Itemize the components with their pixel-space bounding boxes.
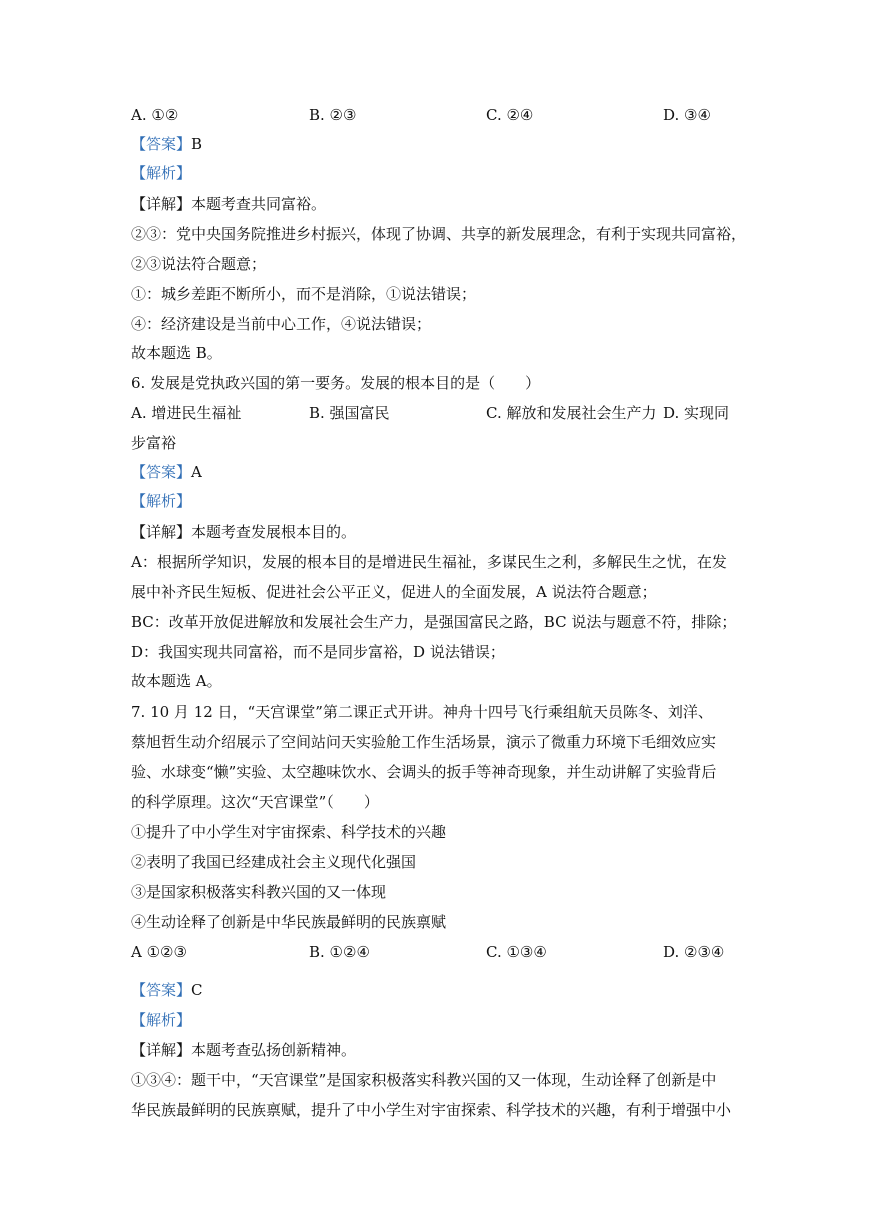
q6-option-a: A. 增进民生福祉 [131, 404, 242, 422]
q6-detail [131, 521, 356, 543]
q5-option-d: D. ③④ [663, 106, 711, 124]
answer-tag: 【答案】 [131, 981, 192, 999]
q5-line: ②③说法符合题意； [131, 255, 267, 273]
q5-line: ①：城乡差距不断所小，而不是消除，①说法错误； [131, 285, 477, 303]
q7-option-c: C. ①③④ [486, 943, 547, 961]
q7-option-d: D. ②③④ [663, 943, 725, 961]
q7-option-a: A ①②③ [131, 943, 187, 961]
q6-line: 故本题选 A。 [131, 672, 222, 690]
q6-stem: 6. 发展是党执政兴国的第一要务。发展的根本目的是（ ） [131, 374, 541, 392]
q6-line: D：我国实现共同富裕，而不是同步富裕，D 说法错误； [131, 643, 505, 661]
q5-option-a: A. ①② [131, 106, 179, 124]
q7-statement: ③是国家积极落实科教兴国的又一体现 [131, 883, 387, 901]
detail-text: 本题考查发展根本目的。 [191, 523, 357, 541]
q7-stem-line: 7. 10 月 12 日，“天宫课堂”第二课正式开讲。神舟十四号飞行乘组航天员陈冬、刘洋、 [131, 703, 713, 721]
detail-tag: 【详解】 [131, 1041, 192, 1059]
q6-analysis-tag: 【解析】 [131, 492, 192, 510]
answer-value: B [191, 135, 203, 153]
answer-tag: 【答案】 [131, 135, 192, 153]
q5-option-c: C. ②④ [486, 106, 534, 124]
detail-text: 本题考查弘扬创新精神。 [191, 1041, 357, 1059]
q7-statement: ①提升了中小学生对宇宙探索、科学技术的兴趣 [131, 823, 447, 841]
q5-line: ④：经济建设是当前中心工作，④说法错误； [131, 315, 432, 333]
q7-option-b: B. ①②④ [309, 943, 370, 961]
q5-line: 故本题选 B。 [131, 344, 222, 362]
answer-value: A [191, 463, 202, 481]
q6-option-b: B. 强国富民 [309, 404, 390, 422]
q5-analysis-tag: 【解析】 [131, 164, 192, 182]
answer-tag: 【答案】 [131, 463, 192, 481]
q7-detail [131, 1039, 356, 1061]
q7-line: 华民族最鲜明的民族禀赋，提升了中小学生对宇宙探索、科学技术的兴趣，有利于增强中小 [131, 1101, 732, 1119]
answer-value: C [191, 981, 203, 999]
q7-analysis-tag: 【解析】 [131, 1011, 192, 1029]
q6-line: 展中补齐民生短板、促进社会公平正义，促进人的全面发展，A 说法符合题意； [131, 583, 657, 601]
q7-statement: ②表明了我国已经建成社会主义现代化强国 [131, 853, 417, 871]
q6-line: BC：改革开放促进解放和发展社会生产力，是强国富民之路，BC 说法与题意不符，排除； [131, 613, 737, 631]
q6-answer [131, 461, 202, 483]
q5-detail [131, 193, 326, 215]
q7-stem-line: 蔡旭哲生动介绍展示了空间站问天实验舱工作生活场景，演示了微重力环境下毛细效应实 [131, 733, 717, 751]
q7-stem-line: 验、水球变“懒”实验、太空趣味饮水、会调头的扳手等神奇现象，并生动讲解了实验背后 [131, 763, 717, 781]
q6-option-d: D. 实现同 [663, 404, 730, 422]
q7-answer [131, 979, 203, 1001]
detail-text: 本题考查共同富裕。 [191, 195, 327, 213]
q5-answer [131, 133, 202, 155]
q6-option-wrap: 步富裕 [131, 434, 177, 452]
q5-line: ②③：党中央国务院推进乡村振兴，体现了协调、共享的新发展理念，有利于实现共同富裕， [131, 225, 747, 243]
q7-statement: ④生动诠释了创新是中华民族最鲜明的民族禀赋 [131, 913, 447, 931]
detail-tag: 【详解】 [131, 195, 192, 213]
q7-stem-line: 的科学原理。这次“天宫课堂”（ ） [131, 793, 379, 811]
detail-tag: 【详解】 [131, 523, 192, 541]
q6-option-c: C. 解放和发展社会生产力 [486, 404, 657, 422]
q5-option-b: B. ②③ [309, 106, 357, 124]
q6-line: A：根据所学知识，发展的根本目的是增进民生福祉，多谋民生之利，多解民生之忧，在发 [131, 553, 727, 571]
q7-line: ①③④：题干中，“天宫课堂”是国家积极落实科教兴国的又一体现，生动诠释了创新是中 [131, 1071, 717, 1089]
